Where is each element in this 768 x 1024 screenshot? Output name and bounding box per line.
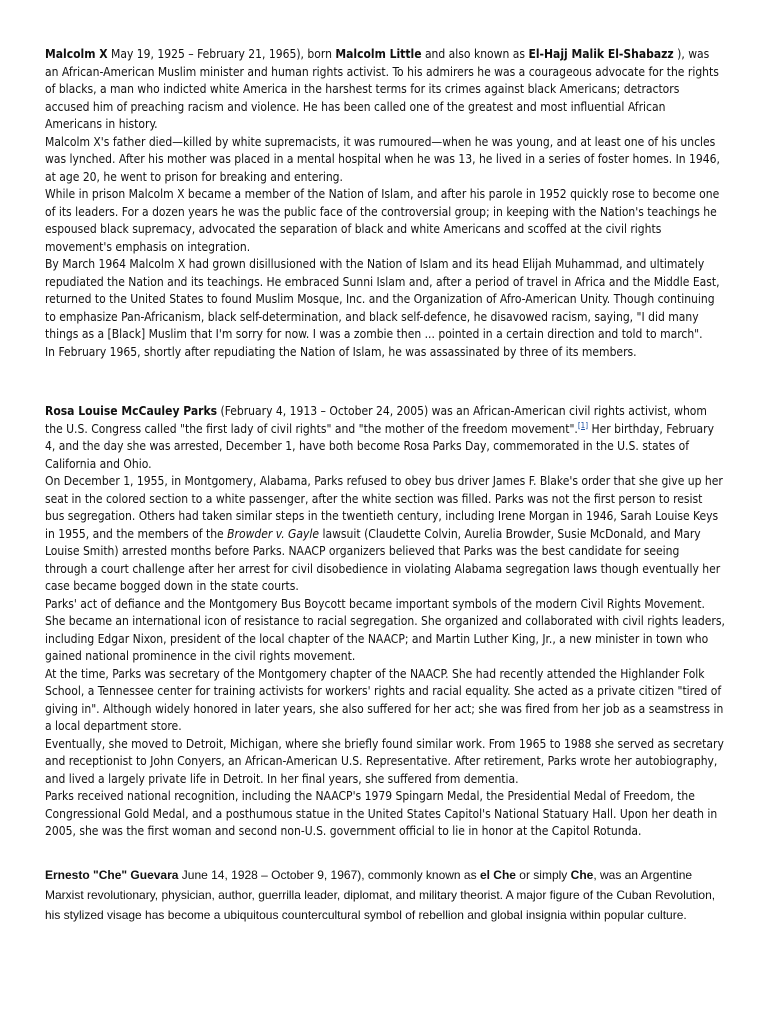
malcolm-text: ), was an African-American Muslim minister and human rights activist. To his admirers he was a courageous advocate for the rights of blacks, a man who indicted white America in the harshest terms for its crimes against black Americans; detractors accused him of preaching racism and violence. He has been called one of the greatest and most influential African Americans in history.	[45, 47, 719, 131]
section-spacer	[45, 361, 725, 403]
che-name: Ernesto "	[45, 867, 99, 882]
malcolm-text: May 19, 1925 – February 21, 1965), born	[107, 47, 336, 61]
section-spacer	[45, 841, 725, 865]
malcolm-paragraph-4: By March 1964 Malcolm X had grown disillusioned with the Nation of Islam and its head Elijah Muhammad, and ultimately repudiated the Nation and its teachings. He embraced Sunni Islam and, after a period of travel in Africa and the Middle East, returned to the United States to found Muslim Mosque, Inc. and the Organization of Afro-American Unity. Though continuing to emphasize Pan-Africanism, black self-determination, and black self-defence, he disavowed racism, saying, "I did many things as a [Black] Muslim that I'm sorry for now. I was a zombie then ... pointed in a certain direction and told to march".	[45, 257, 720, 341]
che-text: June 14, 1928 – October 9, 1967), commonly known as	[178, 867, 480, 882]
parks-paragraph-6: Parks received national recognition, including the NAACP's 1979 Spingarn Medal, the Presidential Medal of Freedom, the Congressional Gold Medal, and a posthumous statue in the United States Capitol's National Statuary Hall. Upon her death in 2005, she was the first woman and second non-U.S. government official to lie in honor at the Capitol Rotunda.	[45, 789, 718, 838]
che-text: or simply	[515, 867, 571, 882]
malcolm-paragraph-3: While in prison Malcolm X became a member of the Nation of Islam, and after his parole in 1952 quickly rose to become one of its leaders. For a dozen years he was the public face of the controversial group; in keeping with the Nation's teachings he espoused black supremacy, advocated the separation of black and white Americans and scoffed at the civil rights movement's emphasis on integration.	[45, 187, 720, 254]
che-name: " Guevara	[121, 867, 179, 882]
malcolm-aka: El-Hajj Malik El-Shabazz	[528, 47, 674, 61]
parks-paragraph-1	[45, 403, 725, 473]
case-name: Browder v. Gayle	[227, 526, 320, 541]
malcolm-birth-name: Malcolm Little	[335, 47, 422, 61]
che-nickname: el Che	[479, 867, 516, 882]
che-text: , was an Argentine Marxist revolutionary, physician, author, guerrilla leader, diplomat, and military theorist. A major figure of the Cuban Revolution, his stylized visage has become a ubiquitous countercultural symbol of rebellion and global insignia within popular culture.	[45, 867, 716, 922]
che-name: Che	[98, 867, 122, 882]
parks-text: (February 4, 1913 – October 24, 2005) was an African-American civil rights activist, whom the U.S. Congress called "the first lady of civil rights" and "the mother of the freedom movement".	[45, 404, 707, 436]
parks-paragraph-3: Parks' act of defiance and the Montgomery Bus Boycott became important symbols of the modern Civil Rights Movement. She became an international icon of resistance to racial segregation. She organized and collaborated with civil rights leaders, including Edgar Nixon, president of the local chapter of the NAACP; and Martin Luther King, Jr., a new minister in town who gained national prominence in the civil rights movement.	[45, 596, 725, 663]
parks-text: On December 1, 1955, in Montgomery, Alabama, Parks refused to obey bus driver James F. Blake's order that she give up her seat in the colored section to a white passenger, after the white section was filled. Parks was not the first person to resist bus segregation. Others had taken similar steps in the twentieth century, including Irene Morgan in 1946, Sarah Louise Keys in 1955, and the members of the	[45, 474, 723, 541]
citation-link[interactable]: [1]	[577, 420, 589, 430]
malcolm-paragraph-2: Malcolm X's father died—killed by white supremacists, it was rumoured—when he was young, and at least one of his uncles was lynched. After his mother was placed in a mental hospital when he was 13, he lived in a series of foster homes. In 1946, at age 20, he went to prison for breaking and entering.	[45, 134, 720, 184]
malcolm-paragraph-1	[45, 46, 725, 134]
parks-paragraph-4: At the time, Parks was secretary of the Montgomery chapter of the NAACP. She had recently attended the Highlander Folk School, a Tennessee center for training activists for workers' rights and racial equality. She acted as a private citizen "tired of giving in". Although widely honored in later years, she also suffered for her act; she was fired from her job as a seamstress in a local department store.	[45, 666, 724, 733]
malcolm-x-section	[45, 46, 725, 361]
parks-paragraph-2	[45, 473, 725, 596]
rosa-parks-section	[45, 403, 725, 841]
parks-text: Her birthday, February 4, and the day she was arrested, December 1, have both become Rosa Parks Day, commemorated in the U.S. states of California and Ohio.	[45, 421, 714, 471]
document-page	[45, 46, 725, 925]
che-nickname: Che	[570, 867, 594, 882]
malcolm-name: Malcolm X	[45, 47, 108, 61]
malcolm-paragraph-5: In February 1965, shortly after repudiating the Nation of Islam, he was assassinated by three of its members.	[45, 344, 637, 359]
parks-paragraph-5: Eventually, she moved to Detroit, Michigan, where she briefly found similar work. From 1965 to 1988 she served as secretary and receptionist to John Conyers, an African-American U.S. Representative. After retirement, Parks wrote her autobiography, and lived a largely private life in Detroit. In her final years, she suffered from dementia.	[45, 736, 724, 786]
malcolm-text: and also known as	[421, 47, 529, 61]
che-guevara-section	[45, 865, 725, 925]
parks-text: lawsuit (Claudette Colvin, Aurelia Browder, Susie McDonald, and Mary Louise Smith) arrested months before Parks. NAACP organizers believed that Parks was the best candidate for seeing through a court challenge after her arrest for civil disobedience in violating Alabama segregation laws though eventually her case became bogged down in the state courts.	[45, 526, 721, 593]
che-paragraph-1	[45, 865, 725, 925]
parks-name: Rosa Louise McCauley Parks	[45, 404, 218, 418]
